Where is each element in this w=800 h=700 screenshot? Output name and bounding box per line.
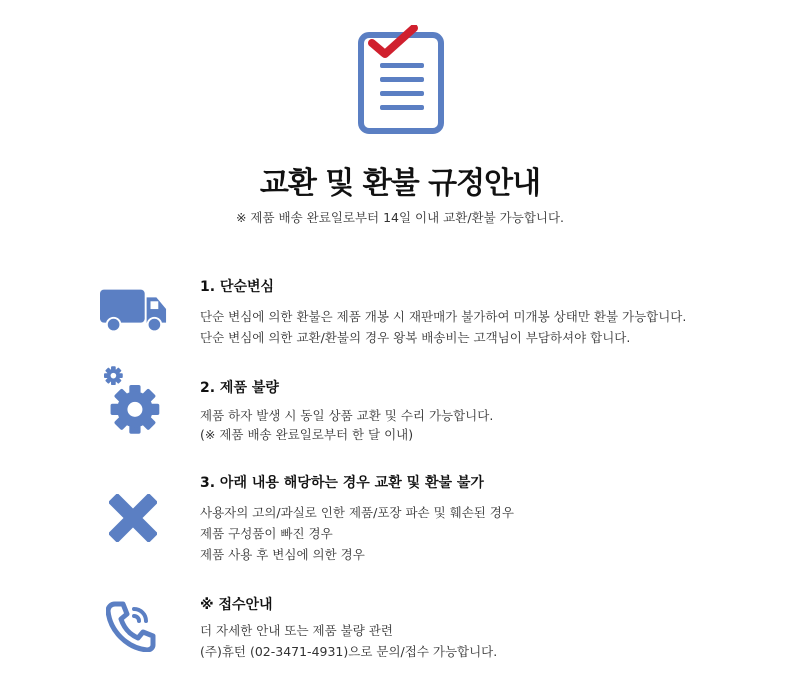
section-heading: 3. 아래 내용 해당하는 경우 교환 및 환불 불가 [200,475,484,491]
phone-call-icon [106,600,156,652]
section-heading: 1. 단순변심 [200,279,275,295]
truck-icon [100,289,168,333]
x-mark-icon [109,494,157,542]
section-line: 더 자세한 안내 또는 제품 불량 관련 [200,623,393,638]
section-line: 제품 하자 발생 시 동일 상품 교환 및 수리 가능합니다. [200,408,494,423]
section-line: (주)휴턴 (02-3471-4931)으로 문의/접수 가능합니다. [200,644,498,659]
section-heading: ※ 접수안내 [200,597,273,613]
section-line: (※ 제품 배송 완료일로부터 한 달 이내) [200,427,414,442]
section-line: 단순 변심에 의한 교환/환불의 경우 왕복 배송비는 고객님이 부담하셔야 합니다. [200,330,631,345]
section-line: 사용자의 고의/과실로 인한 제품/포장 파손 및 훼손된 경우 [200,505,514,520]
checklist-clipboard-icon [358,25,444,135]
gears-icon [104,365,164,435]
section-heading: 2. 제품 불량 [200,380,279,396]
section-line: 제품 구성품이 빠진 경우 [200,526,333,541]
page-subtitle: ※ 제품 배송 완료일로부터 14일 이내 교환/환불 가능합니다. [235,210,565,225]
page-title: 교환 및 환불 규정안내 [259,166,541,201]
section-line: 제품 사용 후 변심에 의한 경우 [200,547,365,562]
section-line: 단순 변심에 의한 환불은 제품 개봉 시 재판매가 불가하여 미개봉 상태만 환불 가능합니다. [200,309,687,324]
